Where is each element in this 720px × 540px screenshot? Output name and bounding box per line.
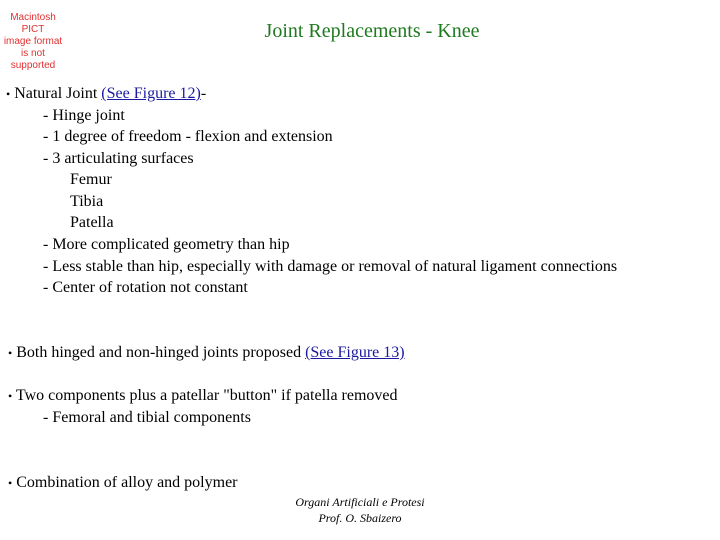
bullet-combination [8,473,238,493]
pict-line-3: is not supported [10,48,56,71]
bullet-dot: • [8,346,13,360]
footer [220,494,500,526]
sub-item: - Hinge joint [43,107,125,124]
sub-item: - 1 degree of freedom - flexion and extension [43,128,333,145]
sub-item: - Femoral and tibial components [43,409,251,426]
sub-item: - Center of rotation not constant [43,279,248,296]
figure-12-link[interactable]: (See Figure 12) [101,85,201,102]
bullet-two-components [8,386,398,406]
sub-sub-item: Patella [70,214,114,231]
pict-line-1: Macintosh PICT [10,12,56,35]
sub-sub-item: Tibia [70,193,104,210]
sub-item: - Less stable than hip, especially with damage or removal of natural ligament connections [43,258,618,275]
figure-13-link[interactable]: (See Figure 13) [305,344,405,361]
bullet-hinged [8,343,405,363]
bullet-dot: • [6,87,11,101]
bullet-text: Two components plus a patellar "button" if patella removed [12,387,398,404]
bullet-text: Combination of alloy and polymer [12,474,238,491]
footer-course: Organi Artificiali e Protesi [295,495,425,509]
sub-sub-item: Femur [70,171,112,188]
bullet-dot: • [8,476,13,490]
bullet-text: Natural Joint [10,85,102,102]
bullet-dot: • [8,389,13,403]
sub-item: - 3 articulating surfaces [43,150,194,167]
slide-title: Joint Replacements - Knee [264,20,480,42]
bullet-natural-joint [6,84,206,104]
sub-item: - More complicated geometry than hip [43,236,290,253]
bullet-dash: - [200,85,207,102]
footer-author: Prof. O. Sbaizero [318,511,402,525]
bullet-text: Both hinged and non-hinged joints proposed [12,344,306,361]
pict-line-2: image format [3,36,63,47]
